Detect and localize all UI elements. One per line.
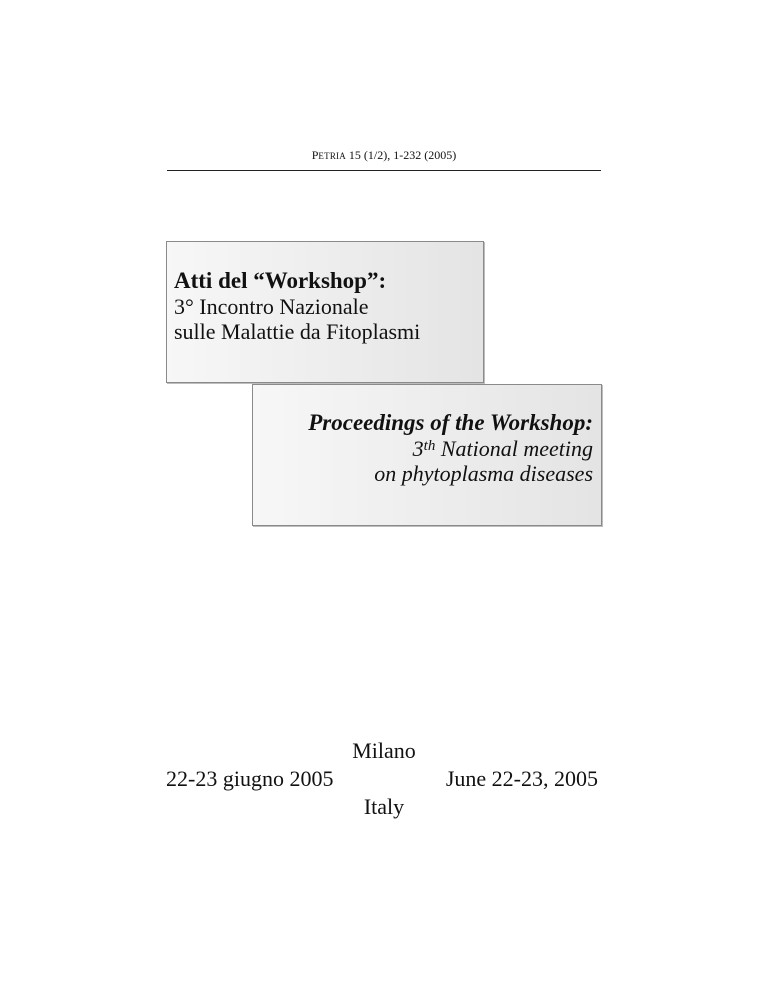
header-rule (167, 170, 601, 171)
journal-name-rest: ETRIA (318, 151, 346, 161)
meeting-number: 3 (412, 436, 424, 461)
event-date-english: June 22-23, 2005 (445, 766, 598, 791)
meeting-number-suffix: th (423, 438, 436, 454)
citation-details: 15 (1/2), 1-232 (2005) (345, 148, 457, 162)
journal-name-initial: P (311, 148, 319, 162)
event-country: Italy (363, 794, 405, 819)
meeting-label: National meeting (435, 436, 593, 461)
italian-title-box (166, 241, 484, 383)
english-title-box (252, 384, 602, 526)
italian-subtitle-line-2: sulle Malattie da Fitoplasmi (174, 319, 421, 344)
journal-citation (167, 148, 601, 163)
english-title: Proceedings of the Workshop: (308, 410, 593, 435)
italian-subtitle-line-1: 3° Incontro Nazionale (174, 294, 369, 319)
english-subtitle-line-1 (253, 436, 593, 461)
event-city: Milano (352, 738, 416, 763)
italian-title: Atti del “Workshop”: (174, 268, 387, 293)
event-date-italian: 22-23 giugno 2005 (166, 766, 334, 791)
english-subtitle-line-2: on phytoplasma diseases (374, 461, 593, 486)
